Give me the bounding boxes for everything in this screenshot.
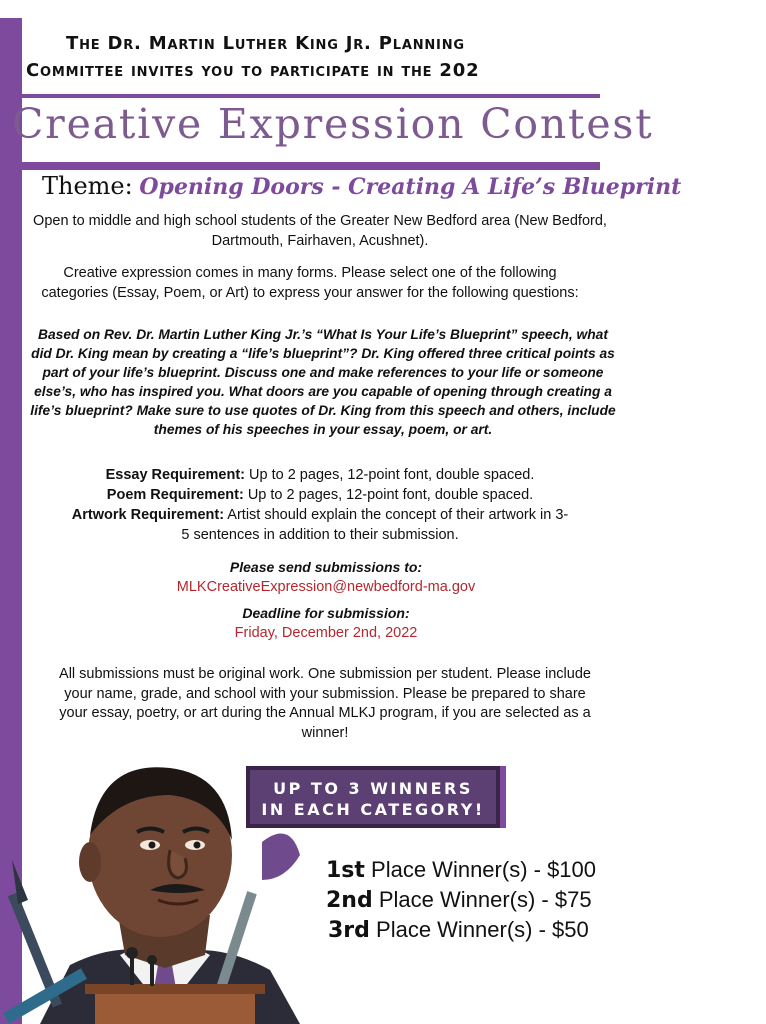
header — [22, 18, 622, 92]
submission-email[interactable]: MLKCreativeExpression@newbedford-ma.gov — [176, 579, 476, 595]
theme-label: Theme: — [42, 172, 133, 200]
theme-text: Opening Doors - Creating A Life’s Blueprint — [139, 174, 682, 200]
contest-title: Creative Expression Contest — [12, 100, 654, 148]
prize-first — [326, 855, 596, 885]
question-text: Based on Rev. Dr. Martin Luther King Jr.’s “What Is Your Life’s Blueprint” speech, what did Dr. King mean by creating a “life’s blueprint”? Dr. King offered three critical points as part of your life’s blueprint. Discuss one and make references to your life or someone else’s, who has inspired you. What doors are you capable of opening through creating a life’s blueprint? Make sure to use quotes of Dr. King from this speech and others, include themes of his speeches in your essay, poem, or art. — [30, 327, 616, 437]
deadline-date: Friday, December 2nd, 2022 — [234, 625, 418, 641]
poem-requirement-text: Up to 2 pages, 12-point font, double spaced. — [247, 487, 534, 503]
deadline-label: Deadline for submission: — [242, 605, 410, 621]
poem-requirement-label: Poem Requirement: — [106, 487, 244, 503]
essay-requirement — [60, 466, 580, 486]
winners-banner-line-1: UP TO 3 WINNERS — [273, 779, 473, 798]
prize-first-ordinal: 1st — [326, 858, 365, 883]
artwork-requirement-text: Artist should explain the concept of their artwork in 3-5 sentences in addition to their submission. — [181, 507, 569, 543]
divider-bottom — [0, 162, 600, 170]
categories-text: Creative expression comes in many forms. Please select one of the following categories (Essay, Poem, or Art) to express your answer for the following questions: — [41, 265, 579, 301]
winners-banner-line-2: IN EACH CATEGORY! — [261, 800, 485, 819]
eligibility-text: Open to middle and high school students of the Greater New Bedford area (New Bedford, Dartmouth, Fairhaven, Acushnet). — [33, 213, 607, 249]
prize-third-text: Place Winner(s) - $50 — [369, 917, 589, 942]
theme-line — [42, 172, 681, 201]
winners-banner — [246, 766, 500, 828]
poem-requirement — [60, 486, 580, 506]
prize-list — [326, 855, 596, 945]
submission-label: Please send submissions to: — [229, 559, 423, 575]
header-line-1: The Dr. Martin Luther King Jr. Planning — [66, 33, 465, 54]
prize-second-text: Place Winner(s) - $75 — [372, 887, 592, 912]
artwork-requirement-label: Artwork Requirement: — [71, 507, 225, 523]
divider-top — [0, 94, 600, 98]
prize-third — [326, 915, 596, 945]
prize-second — [326, 885, 596, 915]
prize-first-text: Place Winner(s) - $100 — [364, 857, 597, 882]
essay-requirement-label: Essay Requirement: — [105, 467, 245, 483]
essay-requirement-text: Up to 2 pages, 12-point font, double spaced. — [249, 467, 535, 483]
rules-text: All submissions must be original work. One submission per student. Please include your name, grade, and school with your submission. Please be prepared to share your essay, poetry, or art during the Annual MLKJ program, if you are selected as a winner! — [59, 666, 591, 741]
prize-second-ordinal: 2nd — [326, 888, 373, 913]
prize-third-ordinal: 3rd — [328, 918, 370, 943]
artwork-requirement — [70, 506, 570, 545]
header-line-2: Committee invites you to participate in the 202 — [26, 60, 480, 81]
